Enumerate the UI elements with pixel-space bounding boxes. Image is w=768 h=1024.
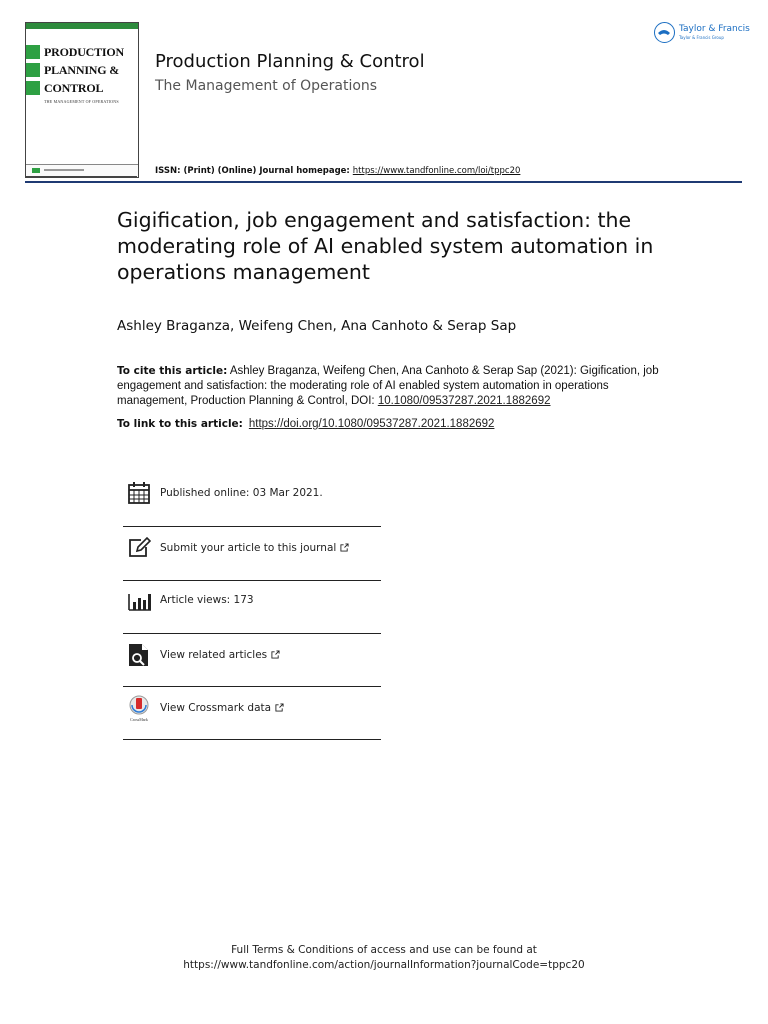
issn-line (155, 166, 520, 176)
cover-title-line: PLANNING & (44, 63, 119, 77)
cover-green-bar (26, 45, 40, 59)
citation-block (117, 364, 662, 409)
article-title: Gigification, job engagement and satisfaction: the moderating role of AI enabled system automation in operations management (117, 208, 654, 284)
issn-label: ISSN: (Print) (Online) Journal homepage: (155, 166, 353, 176)
article-authors: Ashley Braganza, Weifeng Chen, Ana Canhoto & Serap Sap (117, 318, 517, 334)
published-row (123, 474, 381, 527)
article-info-panel (123, 474, 381, 740)
published-date: Published online: 03 Mar 2021. (160, 487, 323, 499)
terms-footer (0, 943, 768, 973)
cover-subtitle: THE MANAGEMENT OF OPERATIONS (44, 99, 119, 104)
external-link-icon (271, 650, 280, 659)
crossmark-row[interactable] (123, 687, 381, 740)
cover-title-line: PRODUCTION (44, 45, 125, 59)
related-row[interactable] (123, 634, 381, 687)
cover-top-strip (26, 23, 138, 29)
publisher-logo-icon (654, 22, 675, 43)
views-row (123, 581, 381, 634)
article-views: Article views: 173 (160, 594, 254, 606)
journal-subtitle: The Management of Operations (155, 78, 378, 94)
calendar-icon (127, 481, 151, 505)
external-link-icon (275, 703, 284, 712)
cite-text: Ashley Braganza, Weifeng Chen, Ana Canhoto & Serap Sap (2021): Gigification, job engagement and satisfaction: the moderating role of AI enabled system automation in operations management, Production Planning & Control, DOI: (117, 365, 659, 407)
cover-green-bar (26, 81, 40, 95)
publisher-name: Taylor & Francis (679, 24, 750, 34)
publisher-logo[interactable] (654, 22, 750, 48)
submit-article-link[interactable] (160, 542, 349, 554)
crossmark-link[interactable] (160, 702, 284, 714)
doi-link[interactable]: 10.1080/09537287.2021.1882692 (377, 395, 551, 407)
cover-footer-text (44, 169, 84, 171)
related-label: View related articles (160, 649, 268, 661)
submit-row[interactable] (123, 527, 381, 581)
journal-cover (25, 22, 139, 178)
crossmark-logo-text: CrossMark (130, 717, 148, 722)
cover-underline (25, 176, 137, 177)
link-label: To link to this article: (117, 418, 243, 430)
bar-chart-icon (127, 589, 151, 613)
crossmark-icon (127, 695, 151, 722)
journal-homepage-link[interactable]: https://www.tandfonline.com/loi/tppc20 (352, 166, 521, 176)
external-link-icon (340, 543, 349, 552)
crossmark-label: View Crossmark data (160, 702, 272, 714)
document-search-icon (127, 643, 151, 667)
submit-label: Submit your article to this journal (160, 542, 337, 554)
terms-url[interactable]: https://www.tandfonline.com/action/journalInformation?journalCode=tppc20 (183, 959, 585, 971)
terms-line: Full Terms & Conditions of access and use can be found at (231, 944, 537, 956)
article-link-line (117, 418, 494, 430)
article-doi-url[interactable]: https://doi.org/10.1080/09537287.2021.1882692 (248, 418, 495, 430)
header-divider (25, 181, 742, 183)
cover-title-line: CONTROL (44, 81, 104, 95)
journal-title: Production Planning & Control (155, 51, 425, 72)
cover-green-bar (26, 63, 40, 77)
related-articles-link[interactable] (160, 649, 280, 661)
edit-icon (127, 537, 151, 561)
cite-label: To cite this article: (117, 365, 228, 377)
publisher-group: Taylor & Francis Group (679, 35, 724, 40)
cover-logo-icon (32, 168, 40, 173)
